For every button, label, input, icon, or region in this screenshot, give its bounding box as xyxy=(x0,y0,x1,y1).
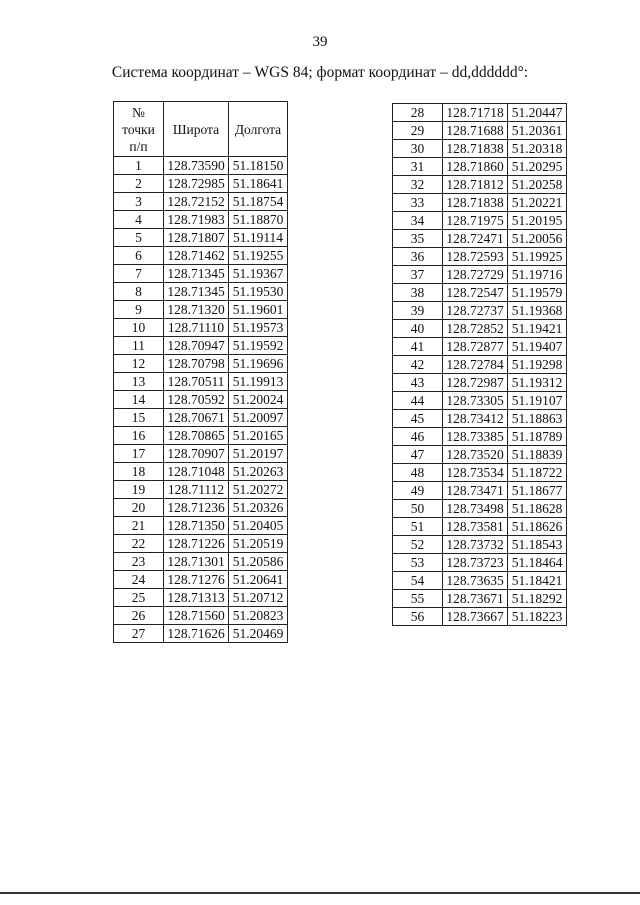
longitude-cell: 51.20197 xyxy=(229,445,288,463)
point-number: 25 xyxy=(114,589,164,607)
table-row xyxy=(114,517,288,535)
longitude-cell: 51.18870 xyxy=(229,211,288,229)
longitude-cell: 51.18628 xyxy=(508,500,567,518)
table-row xyxy=(114,589,288,607)
longitude-cell: 51.18789 xyxy=(508,428,567,446)
table-row xyxy=(114,175,288,193)
table-row xyxy=(393,266,567,284)
longitude-cell: 51.20361 xyxy=(508,122,567,140)
point-number: 14 xyxy=(114,391,164,409)
table-row xyxy=(393,122,567,140)
point-number: 41 xyxy=(393,338,443,356)
table-row xyxy=(114,319,288,337)
longitude-cell: 51.20263 xyxy=(229,463,288,481)
point-number: 29 xyxy=(393,122,443,140)
latitude-cell: 128.71345 xyxy=(164,265,229,283)
longitude-cell: 51.20295 xyxy=(508,158,567,176)
table-row xyxy=(114,265,288,283)
latitude-cell: 128.71313 xyxy=(164,589,229,607)
point-number: 49 xyxy=(393,482,443,500)
table-row xyxy=(393,104,567,122)
point-number: 1 xyxy=(114,157,164,175)
longitude-cell: 51.18626 xyxy=(508,518,567,536)
longitude-cell: 51.20221 xyxy=(508,194,567,212)
table-row xyxy=(393,554,567,572)
header-longitude: Долгота xyxy=(229,102,288,157)
point-number: 37 xyxy=(393,266,443,284)
point-number: 39 xyxy=(393,302,443,320)
point-number: 5 xyxy=(114,229,164,247)
point-number: 42 xyxy=(393,356,443,374)
point-number: 16 xyxy=(114,427,164,445)
point-number: 45 xyxy=(393,410,443,428)
latitude-cell: 128.72987 xyxy=(443,374,508,392)
latitude-cell: 128.71807 xyxy=(164,229,229,247)
longitude-cell: 51.20326 xyxy=(229,499,288,517)
latitude-cell: 128.71112 xyxy=(164,481,229,499)
point-number: 40 xyxy=(393,320,443,338)
latitude-cell: 128.72547 xyxy=(443,284,508,302)
longitude-cell: 51.20641 xyxy=(229,571,288,589)
table-row xyxy=(114,229,288,247)
longitude-cell: 51.20272 xyxy=(229,481,288,499)
longitude-cell: 51.20165 xyxy=(229,427,288,445)
longitude-cell: 51.19255 xyxy=(229,247,288,265)
table-row xyxy=(393,338,567,356)
point-number: 32 xyxy=(393,176,443,194)
longitude-cell: 51.18421 xyxy=(508,572,567,590)
latitude-cell: 128.73581 xyxy=(443,518,508,536)
latitude-cell: 128.73520 xyxy=(443,446,508,464)
table-row xyxy=(393,140,567,158)
page-number: 39 xyxy=(312,34,328,50)
table-row xyxy=(393,410,567,428)
latitude-cell: 128.72852 xyxy=(443,320,508,338)
table-row xyxy=(393,482,567,500)
table-row xyxy=(114,247,288,265)
longitude-cell: 51.20318 xyxy=(508,140,567,158)
latitude-cell: 128.70671 xyxy=(164,409,229,427)
point-number: 36 xyxy=(393,248,443,266)
latitude-cell: 128.70865 xyxy=(164,427,229,445)
latitude-cell: 128.71688 xyxy=(443,122,508,140)
table-row xyxy=(114,355,288,373)
longitude-cell: 51.18464 xyxy=(508,554,567,572)
latitude-cell: 128.72471 xyxy=(443,230,508,248)
latitude-cell: 128.70798 xyxy=(164,355,229,373)
table-row xyxy=(393,194,567,212)
latitude-cell: 128.73635 xyxy=(443,572,508,590)
table-row xyxy=(114,391,288,409)
latitude-cell: 128.73412 xyxy=(443,410,508,428)
table-row xyxy=(114,283,288,301)
table-row xyxy=(393,302,567,320)
header-number: № точки п/п xyxy=(114,102,164,157)
table-row xyxy=(114,211,288,229)
longitude-cell: 51.19592 xyxy=(229,337,288,355)
point-number: 3 xyxy=(114,193,164,211)
table-row xyxy=(114,553,288,571)
longitude-cell: 51.20586 xyxy=(229,553,288,571)
longitude-cell: 51.18722 xyxy=(508,464,567,482)
point-number: 35 xyxy=(393,230,443,248)
table-row xyxy=(393,320,567,338)
table-row xyxy=(114,373,288,391)
latitude-cell: 128.71345 xyxy=(164,283,229,301)
point-number: 13 xyxy=(114,373,164,391)
latitude-cell: 128.72877 xyxy=(443,338,508,356)
latitude-cell: 128.71838 xyxy=(443,140,508,158)
point-number: 6 xyxy=(114,247,164,265)
point-number: 44 xyxy=(393,392,443,410)
longitude-cell: 51.18754 xyxy=(229,193,288,211)
point-number: 20 xyxy=(114,499,164,517)
table-row xyxy=(393,392,567,410)
longitude-cell: 51.19925 xyxy=(508,248,567,266)
coordinates-table-right xyxy=(392,103,567,626)
latitude-cell: 128.73732 xyxy=(443,536,508,554)
longitude-cell: 51.20097 xyxy=(229,409,288,427)
longitude-cell: 51.20024 xyxy=(229,391,288,409)
latitude-cell: 128.71718 xyxy=(443,104,508,122)
point-number: 19 xyxy=(114,481,164,499)
latitude-cell: 128.72729 xyxy=(443,266,508,284)
table-row xyxy=(393,158,567,176)
latitude-cell: 128.71983 xyxy=(164,211,229,229)
latitude-cell: 128.70592 xyxy=(164,391,229,409)
page-heading: Система координат – WGS 84; формат координат – dd,dddddd°: xyxy=(111,64,529,81)
latitude-cell: 128.73723 xyxy=(443,554,508,572)
point-number: 4 xyxy=(114,211,164,229)
latitude-cell: 128.72985 xyxy=(164,175,229,193)
point-number: 11 xyxy=(114,337,164,355)
longitude-cell: 51.19107 xyxy=(508,392,567,410)
latitude-cell: 128.71276 xyxy=(164,571,229,589)
longitude-cell: 51.19601 xyxy=(229,301,288,319)
table-row xyxy=(393,464,567,482)
latitude-cell: 128.71350 xyxy=(164,517,229,535)
point-number: 8 xyxy=(114,283,164,301)
point-number: 2 xyxy=(114,175,164,193)
point-number: 43 xyxy=(393,374,443,392)
table-row xyxy=(393,356,567,374)
point-number: 50 xyxy=(393,500,443,518)
latitude-cell: 128.73671 xyxy=(443,590,508,608)
table-row xyxy=(393,428,567,446)
latitude-cell: 128.71110 xyxy=(164,319,229,337)
table-row xyxy=(114,445,288,463)
table-row xyxy=(393,446,567,464)
point-number: 48 xyxy=(393,464,443,482)
longitude-cell: 51.19368 xyxy=(508,302,567,320)
table-row xyxy=(114,157,288,175)
latitude-cell: 128.72152 xyxy=(164,193,229,211)
table-row xyxy=(393,572,567,590)
longitude-cell: 51.20519 xyxy=(229,535,288,553)
table-row xyxy=(114,409,288,427)
point-number: 21 xyxy=(114,517,164,535)
latitude-cell: 128.73667 xyxy=(443,608,508,626)
longitude-cell: 51.18863 xyxy=(508,410,567,428)
point-number: 34 xyxy=(393,212,443,230)
point-number: 27 xyxy=(114,625,164,643)
latitude-cell: 128.72737 xyxy=(443,302,508,320)
latitude-cell: 128.71048 xyxy=(164,463,229,481)
point-number: 9 xyxy=(114,301,164,319)
longitude-cell: 51.19407 xyxy=(508,338,567,356)
table-row xyxy=(114,337,288,355)
longitude-cell: 51.19367 xyxy=(229,265,288,283)
longitude-cell: 51.20195 xyxy=(508,212,567,230)
longitude-cell: 51.19114 xyxy=(229,229,288,247)
table-row xyxy=(393,518,567,536)
point-number: 15 xyxy=(114,409,164,427)
point-number: 10 xyxy=(114,319,164,337)
latitude-cell: 128.73498 xyxy=(443,500,508,518)
latitude-cell: 128.71860 xyxy=(443,158,508,176)
longitude-cell: 51.18150 xyxy=(229,157,288,175)
point-number: 53 xyxy=(393,554,443,572)
longitude-cell: 51.19696 xyxy=(229,355,288,373)
point-number: 54 xyxy=(393,572,443,590)
point-number: 30 xyxy=(393,140,443,158)
table-row xyxy=(393,590,567,608)
point-number: 31 xyxy=(393,158,443,176)
latitude-cell: 128.71226 xyxy=(164,535,229,553)
point-number: 24 xyxy=(114,571,164,589)
longitude-cell: 51.18839 xyxy=(508,446,567,464)
latitude-cell: 128.73471 xyxy=(443,482,508,500)
latitude-cell: 128.72593 xyxy=(443,248,508,266)
longitude-cell: 51.19421 xyxy=(508,320,567,338)
latitude-cell: 128.71838 xyxy=(443,194,508,212)
point-number: 7 xyxy=(114,265,164,283)
table-row xyxy=(393,248,567,266)
point-number: 55 xyxy=(393,590,443,608)
longitude-cell: 51.18677 xyxy=(508,482,567,500)
longitude-cell: 51.20469 xyxy=(229,625,288,643)
point-number: 26 xyxy=(114,607,164,625)
table-row xyxy=(393,230,567,248)
table-row xyxy=(393,176,567,194)
longitude-cell: 51.19530 xyxy=(229,283,288,301)
longitude-cell: 51.20447 xyxy=(508,104,567,122)
latitude-cell: 128.73590 xyxy=(164,157,229,175)
table-row xyxy=(393,212,567,230)
table-row xyxy=(114,463,288,481)
point-number: 17 xyxy=(114,445,164,463)
longitude-cell: 51.18223 xyxy=(508,608,567,626)
coordinates-table-left xyxy=(113,101,288,643)
table-row xyxy=(114,481,288,499)
table-row xyxy=(114,625,288,643)
point-number: 51 xyxy=(393,518,443,536)
latitude-cell: 128.71626 xyxy=(164,625,229,643)
longitude-cell: 51.20258 xyxy=(508,176,567,194)
point-number: 52 xyxy=(393,536,443,554)
point-number: 47 xyxy=(393,446,443,464)
latitude-cell: 128.70907 xyxy=(164,445,229,463)
latitude-cell: 128.71812 xyxy=(443,176,508,194)
point-number: 28 xyxy=(393,104,443,122)
latitude-cell: 128.71301 xyxy=(164,553,229,571)
table-row xyxy=(393,500,567,518)
longitude-cell: 51.18292 xyxy=(508,590,567,608)
table-row xyxy=(393,536,567,554)
latitude-cell: 128.72784 xyxy=(443,356,508,374)
point-number: 38 xyxy=(393,284,443,302)
longitude-cell: 51.19579 xyxy=(508,284,567,302)
longitude-cell: 51.20712 xyxy=(229,589,288,607)
point-number: 12 xyxy=(114,355,164,373)
point-number: 23 xyxy=(114,553,164,571)
longitude-cell: 51.20056 xyxy=(508,230,567,248)
table-row xyxy=(393,374,567,392)
point-number: 18 xyxy=(114,463,164,481)
latitude-cell: 128.73305 xyxy=(443,392,508,410)
table-row xyxy=(114,193,288,211)
latitude-cell: 128.71975 xyxy=(443,212,508,230)
latitude-cell: 128.73534 xyxy=(443,464,508,482)
latitude-cell: 128.70947 xyxy=(164,337,229,355)
latitude-cell: 128.71560 xyxy=(164,607,229,625)
table-header-row xyxy=(114,102,288,157)
longitude-cell: 51.19913 xyxy=(229,373,288,391)
bottom-rule xyxy=(0,892,640,894)
longitude-cell: 51.20823 xyxy=(229,607,288,625)
latitude-cell: 128.71236 xyxy=(164,499,229,517)
longitude-cell: 51.20405 xyxy=(229,517,288,535)
longitude-cell: 51.19298 xyxy=(508,356,567,374)
header-latitude: Широта xyxy=(164,102,229,157)
latitude-cell: 128.70511 xyxy=(164,373,229,391)
point-number: 22 xyxy=(114,535,164,553)
longitude-cell: 51.19312 xyxy=(508,374,567,392)
longitude-cell: 51.19716 xyxy=(508,266,567,284)
longitude-cell: 51.18641 xyxy=(229,175,288,193)
longitude-cell: 51.19573 xyxy=(229,319,288,337)
table-row xyxy=(114,571,288,589)
table-row xyxy=(114,607,288,625)
table-row xyxy=(114,427,288,445)
longitude-cell: 51.18543 xyxy=(508,536,567,554)
latitude-cell: 128.71320 xyxy=(164,301,229,319)
table-row xyxy=(393,284,567,302)
latitude-cell: 128.73385 xyxy=(443,428,508,446)
point-number: 56 xyxy=(393,608,443,626)
table-row xyxy=(393,608,567,626)
point-number: 46 xyxy=(393,428,443,446)
table-row xyxy=(114,535,288,553)
table-row xyxy=(114,301,288,319)
latitude-cell: 128.71462 xyxy=(164,247,229,265)
point-number: 33 xyxy=(393,194,443,212)
table-row xyxy=(114,499,288,517)
